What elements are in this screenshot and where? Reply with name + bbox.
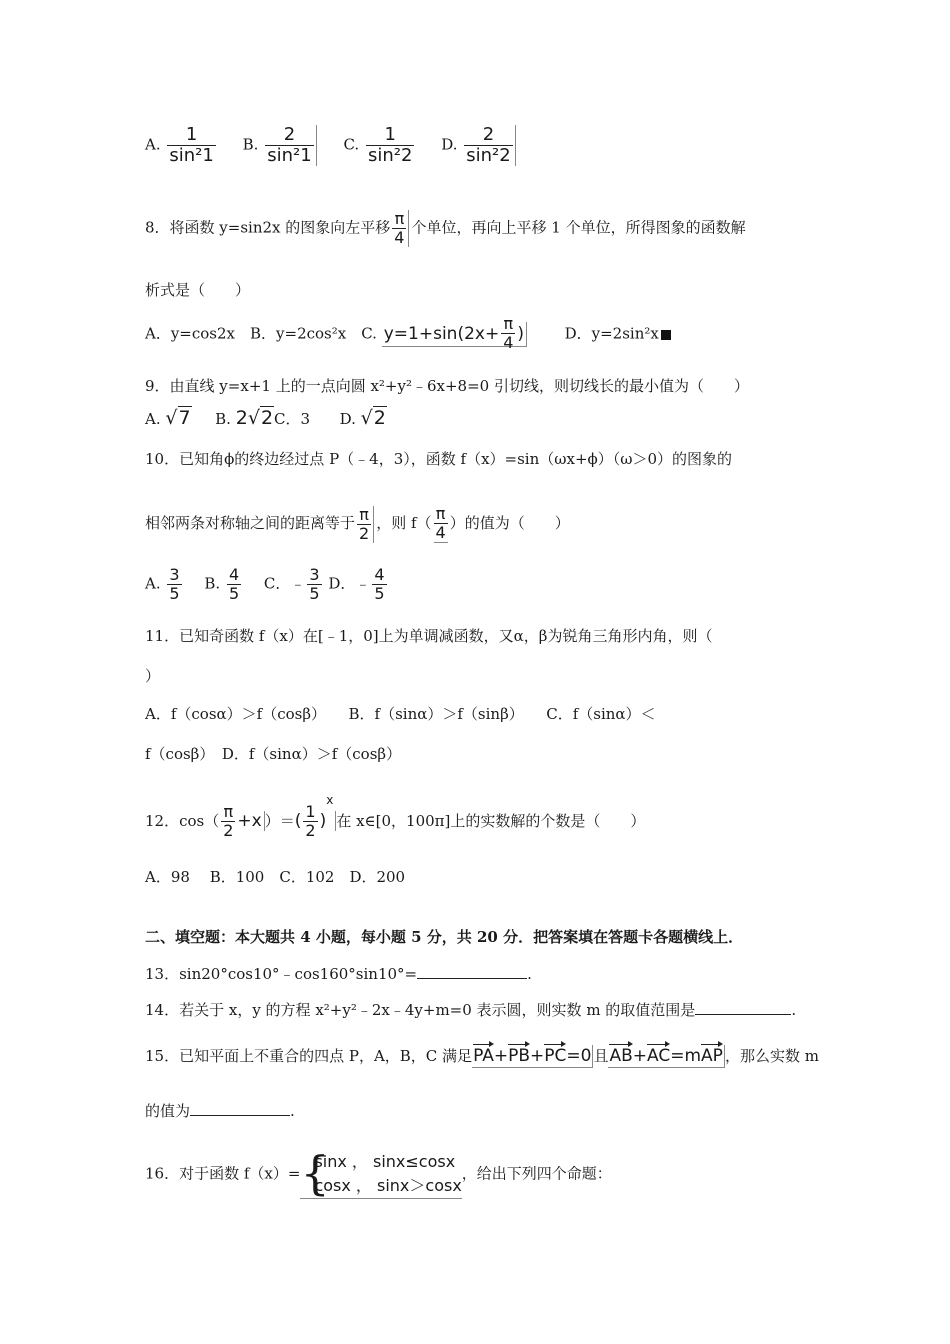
q16-text-b: ，给出下列四个命题： bbox=[461, 1164, 612, 1183]
q8-option-d: D．y=2sin²x bbox=[564, 324, 659, 343]
q11-options-line2: f（cosβ） D．f（sinα）＞f（cosβ） bbox=[145, 745, 402, 763]
q10-fraction-pi-over-4: $\frac{\pi}{4}$ bbox=[435, 504, 446, 542]
q14-text: 14．若关于 x，y 的方程 x²+y²﹣2x﹣4y+m=0 表示圆，则实数 m 的取值范围是 bbox=[145, 1001, 696, 1019]
q16-text-a: 16．对于函数 f（x）= bbox=[145, 1164, 301, 1183]
q15-stem-cont: 的值为 . bbox=[145, 1102, 295, 1120]
q8-options bbox=[145, 315, 671, 352]
vector-pc: PC bbox=[544, 1046, 567, 1066]
left-brace-icon: { bbox=[300, 1146, 330, 1200]
q9-option-d-label: D. bbox=[339, 410, 356, 428]
q13-answer-blank[interactable] bbox=[417, 964, 527, 979]
q10-option-a-label: A. bbox=[145, 574, 161, 593]
q7-option-a-fraction: $\frac{1}{\text{sin²1}}$ bbox=[169, 124, 214, 166]
q8-option-c-expr: y=1+sin(2x+ $\frac{\pi}{4}$ ) bbox=[382, 322, 527, 347]
q11-stem-cont: ） bbox=[145, 667, 161, 685]
q8-text-b: 个单位，再向上平移 1 个单位，所得图象的函数解 bbox=[411, 218, 746, 237]
q12-stem bbox=[145, 790, 645, 840]
q10-options bbox=[145, 566, 389, 603]
q7-option-d-fraction: $\frac{2}{\text{sin²2}}$ bbox=[464, 125, 515, 166]
q15-answer-blank[interactable] bbox=[190, 1101, 290, 1116]
q7-option-a-label: A. bbox=[145, 135, 161, 154]
q10-option-b-label: B. bbox=[204, 574, 221, 593]
q16-stem bbox=[145, 1146, 612, 1200]
vector-pb: PB bbox=[508, 1046, 531, 1066]
q10-option-d-label: D．﹣ bbox=[328, 574, 371, 593]
q10-option-b-fraction: $\frac{4}{5}$ bbox=[228, 565, 240, 603]
q14-answer-blank[interactable] bbox=[695, 1000, 791, 1015]
q10-text-c: ，则 f（ bbox=[376, 514, 432, 532]
q13-text: 13．sin20°cos10°﹣cos160°sin10°= bbox=[145, 965, 418, 983]
q9-option-a-sqrt: √7 bbox=[165, 407, 191, 429]
vector-ac: AC bbox=[647, 1046, 671, 1066]
q16-piecewise bbox=[300, 1146, 462, 1200]
q11-stem: 11．已知奇函数 f（x）在[﹣1，0]上为单调减函数，又α，β为锐角三角形内角，则（ bbox=[145, 627, 713, 645]
q7-option-d-label: D. bbox=[441, 135, 458, 154]
q14-stem: 14．若关于 x，y 的方程 x²+y²﹣2x﹣4y+m=0 表示圆，则实数 m 的取值范围是 . bbox=[145, 1001, 797, 1019]
q8-stem-cont: 析式是（ ） bbox=[145, 281, 251, 299]
q15-vector-eq1: PA+PB+PC=0 bbox=[473, 1046, 592, 1066]
q15-stem bbox=[145, 1046, 819, 1066]
q10-fraction-pi-over-2: $\frac{\pi}{2}$ bbox=[357, 506, 374, 543]
q7-options bbox=[145, 125, 518, 166]
vector-ap: AP bbox=[701, 1046, 723, 1066]
q7-option-b-label: B. bbox=[242, 135, 259, 154]
q7-option-c-fraction: $\frac{1}{\text{sin²2}}$ bbox=[367, 124, 413, 166]
q10-option-a-fraction: $\frac{3}{5}$ bbox=[169, 565, 180, 603]
q9-option-c: C．3 bbox=[274, 410, 311, 428]
q12-text-a: 12．cos（ bbox=[145, 812, 220, 830]
q15-text-b: ，那么实数 m bbox=[724, 1047, 819, 1065]
vector-pa: PA bbox=[473, 1046, 494, 1066]
q12-cos-argument: $\frac{\pi}{2}$ +x bbox=[219, 811, 265, 831]
q15-text-a: 15．已知平面上不重合的四点 P，A，B，C 满足 bbox=[145, 1047, 473, 1065]
q10-text-d: ）的值为（ ） bbox=[449, 514, 570, 532]
q7-option-b-fraction: $\frac{2}{\text{sin²1}}$ bbox=[265, 125, 316, 166]
q15-qie: 且 bbox=[593, 1047, 609, 1065]
q13-stem: 13．sin20°cos10°﹣cos160°sin10°= . bbox=[145, 965, 532, 983]
q9-option-d-sqrt: √2 bbox=[360, 407, 386, 429]
q9-option-b-sqrt: 2√2 bbox=[235, 407, 274, 429]
q9-option-a-label: A. bbox=[145, 410, 161, 428]
q10-option-c-fraction: $\frac{3}{5}$ bbox=[309, 565, 320, 603]
q8-stem bbox=[145, 210, 746, 247]
q12-text-b: 在 x∈[0，100π]上的实数解的个数是（ ） bbox=[336, 812, 646, 830]
q10-option-d-fraction: $\frac{4}{5}$ bbox=[374, 565, 385, 603]
q8-options-ab: A．y=cos2x B．y=2cos²x C. bbox=[145, 324, 377, 343]
q16-case-2: cosx ， sinx＞cosx bbox=[314, 1176, 462, 1195]
q12-options: A．98 B．100 C．102 D．200 bbox=[145, 868, 406, 886]
q8-text-a: 8．将函数 y=sin2x 的图象向左平移 bbox=[145, 218, 391, 237]
q12-equals: ）＝ bbox=[264, 812, 295, 830]
q8-option-c-fraction: $\frac{\pi}{4}$ bbox=[503, 314, 514, 352]
q16-case-1: sinx ， sinx≤cosx bbox=[314, 1152, 456, 1171]
placeholder-glyph-icon bbox=[661, 330, 671, 340]
q7-option-c-label: C. bbox=[343, 135, 360, 154]
q11-options-line1: A．f（cosα）＞f（cosβ） B．f（sinα）＞f（sinβ） C．f（sinα）＜ bbox=[145, 705, 656, 723]
q10-text-b: 相邻两条对称轴之间的距离等于 bbox=[145, 514, 356, 532]
section-heading: 二、填空题：本大题共 4 小题，每小题 5 分，共 20 分．把答案填在答题卡各题横线上． bbox=[145, 928, 744, 946]
q15-text-c: 的值为 bbox=[145, 1102, 191, 1120]
q12-power: ( $\frac{1}{2}$ )$^x$ bbox=[295, 811, 337, 831]
q12-fraction-one-half: $\frac{1}{2}$ bbox=[305, 801, 316, 840]
q10-stem-cont bbox=[145, 505, 570, 543]
q10-option-c-label: C．﹣ bbox=[263, 574, 306, 593]
q9-option-b-label: B. bbox=[215, 410, 231, 428]
q15-vector-eq2: AB+AC=mAP bbox=[609, 1046, 723, 1066]
q8-fraction-pi-over-4: $\frac{\pi}{4}$ bbox=[392, 210, 409, 247]
q9-stem: 9．由直线 y=x+1 上的一点向圆 x²+y²﹣6x+8=0 引切线，则切线长的最小值为（ ） bbox=[145, 377, 749, 395]
q10-stem: 10．已知角ϕ的终边经过点 P（﹣4，3），函数 f（x）=sin（ωx+ϕ）（ω＞0）的图象的 bbox=[145, 450, 733, 468]
q9-options bbox=[145, 408, 387, 429]
vector-ab: AB bbox=[609, 1046, 633, 1066]
q12-fraction-pi-over-2: $\frac{\pi}{2}$ bbox=[223, 801, 234, 840]
